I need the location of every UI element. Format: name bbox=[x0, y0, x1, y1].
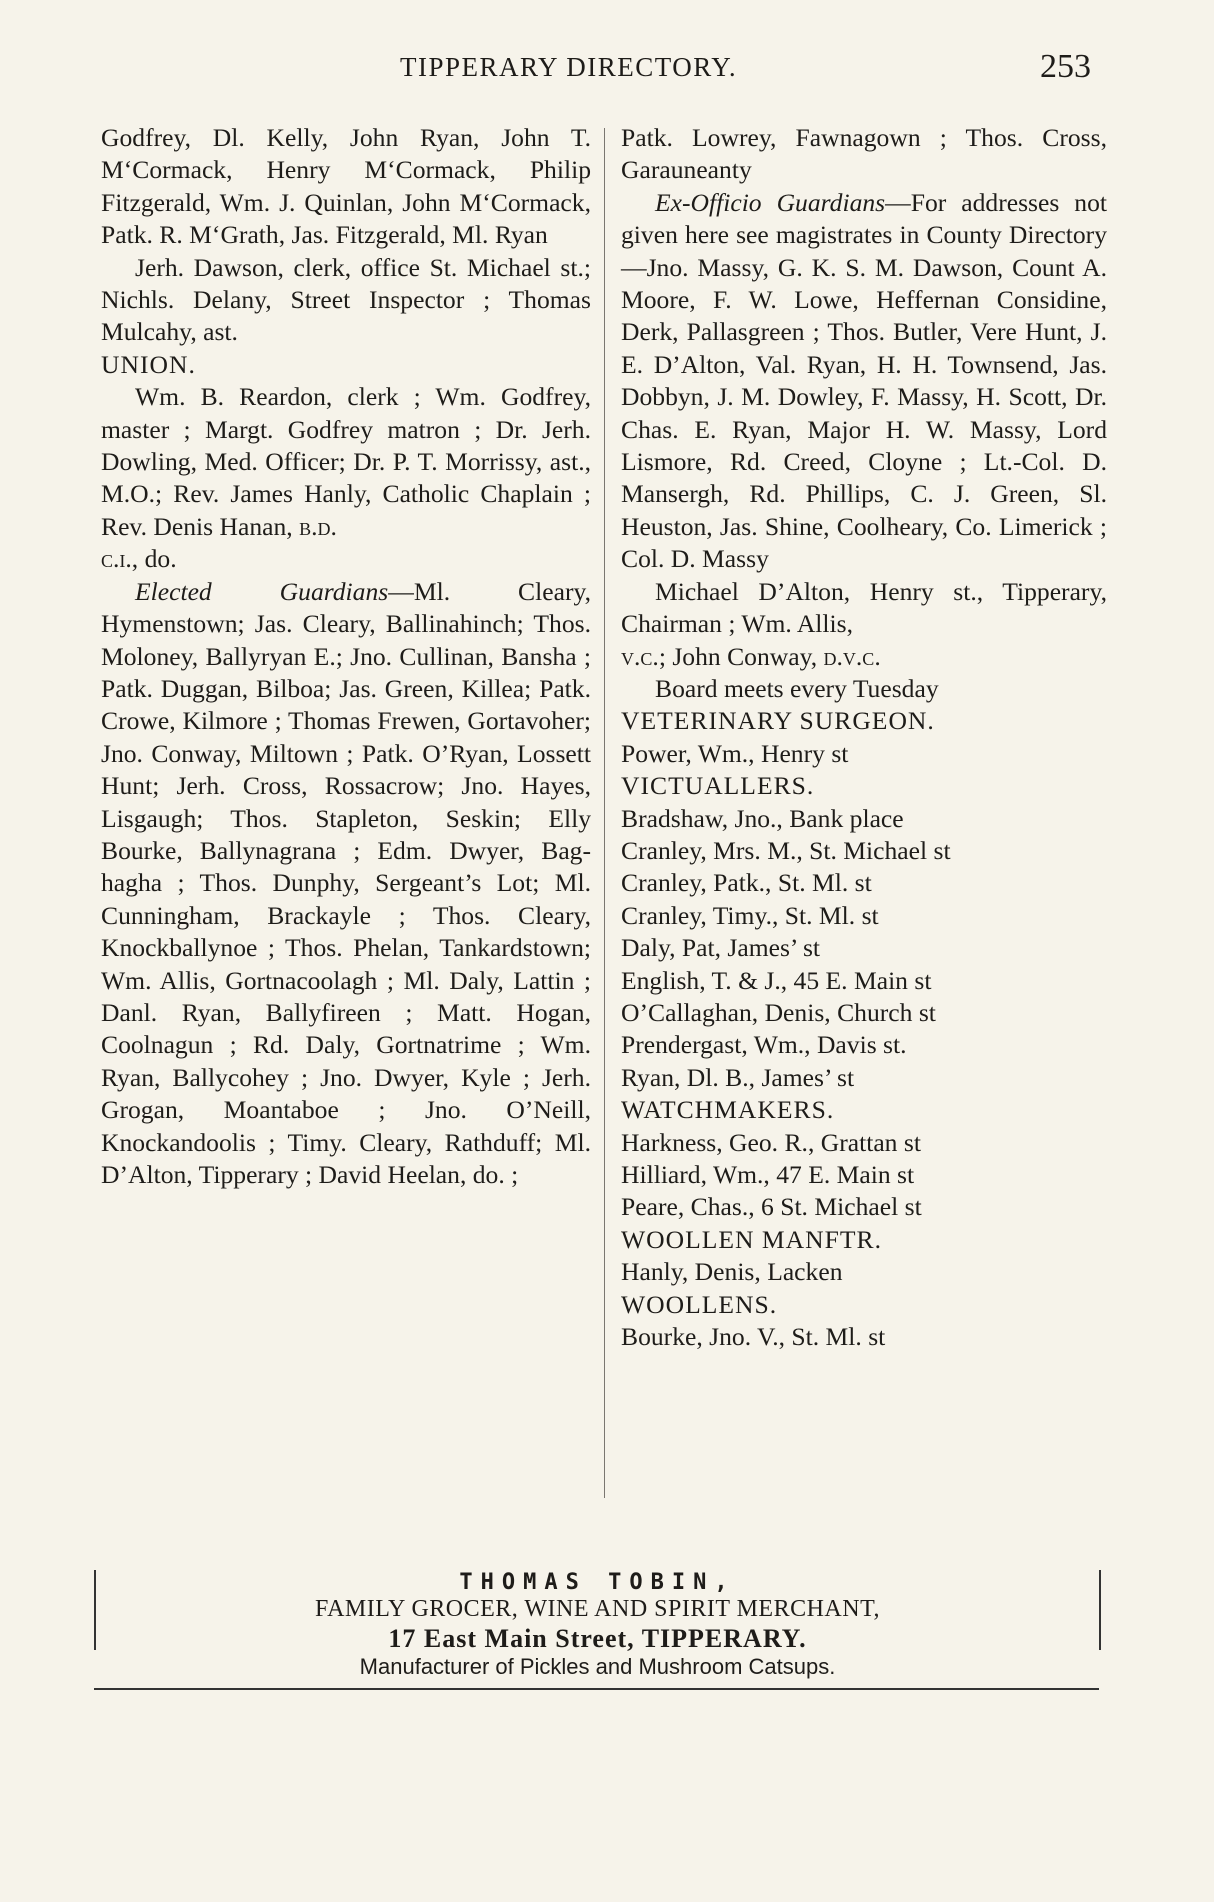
officers-paragraph: Jerh. Dawson, clerk, office St. Michael st.; Nichls. Delany, Street Inspector ; Thomas Mulcahy, ast. bbox=[101, 252, 591, 347]
board-meets: Board meets every Tuesday bbox=[655, 673, 939, 703]
ad-note: Manufacturer of Pickles and Mushroom Catsups. bbox=[359, 1654, 836, 1679]
list-item: O’Callaghan, Denis, Church st bbox=[621, 997, 936, 1027]
column-divider bbox=[604, 128, 605, 1498]
list-item: Bradshaw, Jno., Bank place bbox=[621, 803, 904, 833]
guardians-continued: Patk. Lowrey, Fawnagown ; Thos. Cross, Garauneanty bbox=[621, 123, 1107, 185]
heading-union: UNION. bbox=[101, 349, 196, 379]
list-item: Cranley, Mrs. M., St. Michael st bbox=[621, 835, 951, 865]
list-item: Peare, Chas., 6 St. Michael st bbox=[621, 1192, 922, 1222]
elected-guardians-label: Elected Guardians bbox=[135, 576, 389, 606]
heading-watchmakers: WATCHMAKERS. bbox=[621, 1095, 835, 1125]
ad-trade: FAMILY GROCER, WINE AND SPIRIT MERCHANT, bbox=[315, 1596, 880, 1622]
list-item: Bourke, Jno. V., St. Ml. st bbox=[621, 1322, 886, 1352]
ex-officio-label: Ex-Officio Guardians bbox=[655, 187, 886, 217]
union-officers-paragraph: Wm. B. Reardon, clerk ; Wm. Godfrey, master ; Margt. Godfrey matron ; Dr. Jerh. Dowling, Med. Officer; Dr. P. T. Morrissy, ast., M.O.; Rev. James Hanly, Catholic Chaplain ; Rev. Denis Hanan, b.d. c.i., do. bbox=[101, 382, 591, 574]
ad-address: 17 East Main Street, TIPPERARY. bbox=[388, 1624, 807, 1653]
list-item: Hanly, Denis, Lacken bbox=[621, 1257, 843, 1287]
list-item: Power, Wm., Henry st bbox=[621, 738, 849, 768]
right-column bbox=[621, 122, 1107, 1353]
ad-merchant-name: THOMAS TOBIN, bbox=[459, 1570, 736, 1595]
list-item: Cranley, Patk., St. Ml. st bbox=[621, 868, 872, 898]
heading-woollens: WOOLLENS. bbox=[621, 1289, 778, 1319]
ad-bottom-rule bbox=[94, 1688, 1099, 1690]
page-number: 253 bbox=[1040, 48, 1091, 85]
list-item: Daly, Pat, James’ st bbox=[621, 933, 821, 963]
page-header bbox=[0, 48, 1214, 92]
elected-guardians-paragraph: Elected Guardians—Ml. Cleary, Hymenstown; Jas. Cleary, Ballinahinch; Thos. Moloney, Ballyryan E.; Jno. Cullinan, Bansha ; Patk. Duggan, Bilboa; Jas. Green, Killea; Patk. Crowe, Kilmore ; Thomas Frewen, Gortavoher; Jno. Conway, Miltown ; Patk. O’Ryan, Lossett Hunt; Jerh. Cross, Rossacrow; Jno. Hayes, Lisgaugh; Thos. Stapleton, Seskin; Elly Bourke, Ballynagrana ; Edm. Dwyer, Bag-hagha ; Thos. Dunphy, Sergeant’s Lot; Ml. Cunningham, Brackayle ; Thos. Cleary, Knockballynoe ; Thos. Phelan, Tankardstown; Wm. Allis, Gortnacoolagh ; Ml. Daly, Lattin ; Danl. Ryan, Ballyfireen ; Matt. Hogan, Coolnagun ; Rd. Daly, Gortnatrime ; Wm. Ryan, Ballycohey ; Jno. Dwyer, Kyle ; Jerh. Grogan, Moantaboe ; Jno. O’Neill, Knockandoolis ; Timy. Cleary, Rathduff; Ml. D’Alton, Tipperary ; David Heelan, do. ; bbox=[101, 576, 591, 1189]
list-item: Prendergast, Wm., Davis st. bbox=[621, 1030, 907, 1060]
list-item: Hilliard, Wm., 47 E. Main st bbox=[621, 1160, 915, 1189]
list-item: Cranley, Timy., St. Ml. st bbox=[621, 900, 879, 930]
list-item: Harkness, Geo. R., Grattan st bbox=[621, 1127, 921, 1157]
ex-officio-paragraph: Ex-Officio Guardians—For addresses not given here see magistrates in County Directory—Jno. Massy, G. K. S. M. Dawson, Count A. Moore, F. W. Lowe, Heffernan Considine, Derk, Pallasgreen ; Thos. Butler, Vere Hunt, J. E. D’Alton, Val. Ryan, H. H. Townsend, Jas. Dobbyn, J. M. Dowley, F. Massy, H. Scott, Dr. Chas. E. Ryan, Major H. W. Massy, Lord Lismore, Rd. Creed, Cloyne ; Lt.-Col. D. Mansergh, Rd. Phillips, C. J. Green, Sl. Heuston, Jas. Shine, Coolheary, Co. Limerick ; Col. D. Massy bbox=[621, 187, 1107, 574]
heading-woollen-manftr: WOOLLEN MANFTR. bbox=[621, 1224, 882, 1254]
heading-victuallers: VICTUALLERS. bbox=[621, 771, 815, 801]
advertisement-box bbox=[94, 1570, 1101, 1679]
left-column bbox=[101, 122, 591, 1191]
chairman-paragraph: Michael D’Alton, Henry st., Tipperary, Chairman ; Wm. Allis, v.c.; John Conway, d.v.c. bbox=[621, 576, 1107, 671]
committee-list: Godfrey, Dl. Kelly, John Ryan, John T. M‘Cormack, Henry M‘Cormack, Philip Fitzgerald, Wm. J. Quinlan, John M‘Cormack, Patk. R. M‘Grath, Jas. Fitzgerald, Ml. Ryan bbox=[101, 123, 591, 250]
list-item: Ryan, Dl. B., James’ st bbox=[621, 1062, 855, 1092]
running-head: TIPPERARY DIRECTORY. bbox=[400, 52, 738, 82]
heading-veterinary: VETERINARY SURGEON. bbox=[621, 706, 935, 736]
list-item: English, T. & J., 45 E. Main st bbox=[621, 965, 932, 995]
